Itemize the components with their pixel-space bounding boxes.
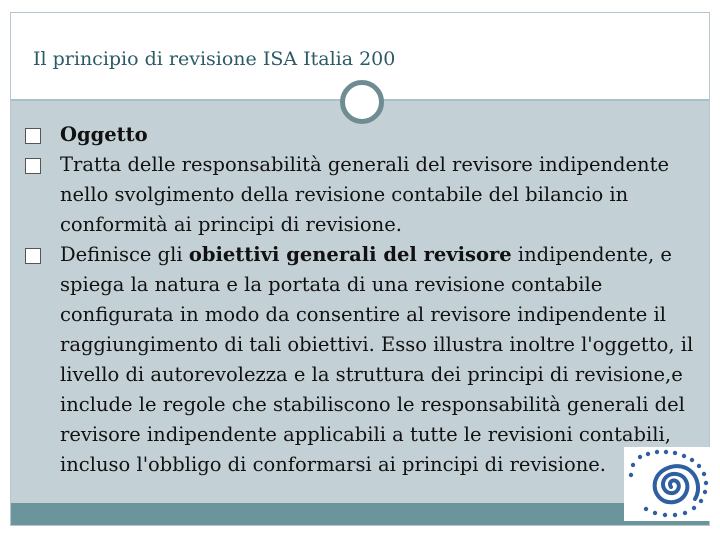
bullet-text-after: indipendente, e spiega la natura e la portata di una revisione contabile configurata in modo da consentire al revisore indipendente il raggiungimento di tali obiettivi. Esso illustra inoltre l'oggetto, il livello di autorevolezza e la struttura dei principi di revisione,e include le regole che stabiliscono le responsabilità generali del revisore indipendente applicabili a tutte le revisioni contabili, incluso l'obbligo di conformarsi ai principi di revisione. [60,243,694,476]
ring-icon [340,80,384,124]
checkbox-bullet-icon [25,128,41,144]
footer-bar [11,503,709,525]
bullet-text: Tratta delle responsabilità generali del revisore indipendente nello svolgimento della revisione contabile del bilancio in conformità ai principi di revisione. [60,153,669,236]
bullet-text-before: Definisce gli [60,243,189,266]
bullet-bold-text: obiettivi generali del revisore [188,243,512,266]
bullet-item [22,120,702,150]
bullet-item [22,150,702,240]
spiral-icon [624,447,718,521]
bullet-list [22,120,702,480]
checkbox-bullet-icon [25,158,41,174]
checkbox-bullet-icon [25,248,41,264]
spiral-graphic [624,447,718,521]
bullet-item [22,240,702,480]
bullet-text: Oggetto [60,123,148,146]
slide-title: Il principio di revisione ISA Italia 200 [33,48,396,70]
